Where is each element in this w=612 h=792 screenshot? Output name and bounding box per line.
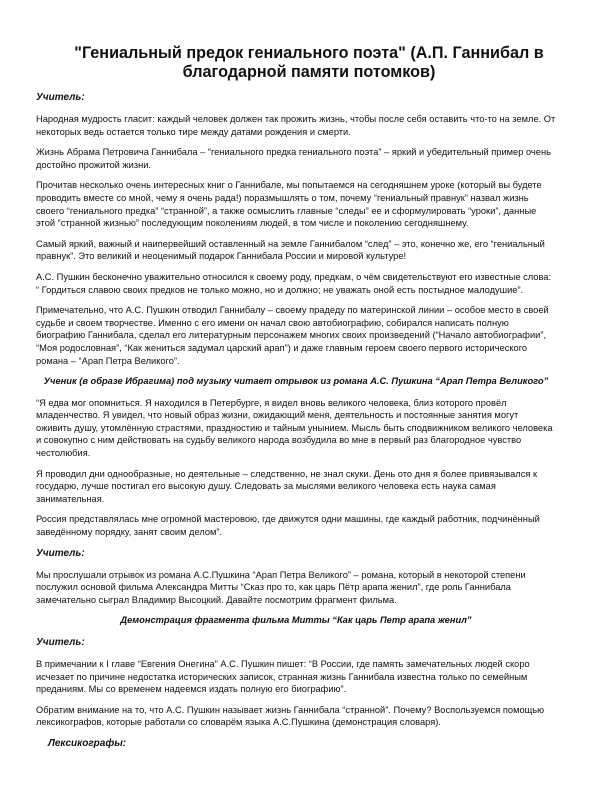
paragraph: В примечании к I главе “Евгения Онегина” А.С. Пушкин пишет: “В России, где память замечательных людей скоро исчезает по причине недостатка исторических записок, странная жизнь Ганнибала известна только по семейным преданиям. Мы со временем надеемся издать полную его биографию”.: [36, 659, 530, 695]
paragraph: Мы прослушали отрывок из романа А.С.Пушкина “Арап Петра Великого” – романа, который в некоторой степени послужил основой фильма Александра Митты “Сказ про то, как царь Пётр арапа женил”, где роль Ганнибала замечательно сыграл Владимир Высоцкий. Давайте посмотрим фрагмент фильма.: [36, 569, 526, 605]
quote-paragraph: Россия представлялась мне огромной мастеровою, где движутся одни машины, где каждый работник, подчинённый заведённому порядку, занят своим делом”.: [36, 514, 540, 538]
paragraph: Самый яркий, важный и наипервейший оставленный на земле Ганнибалом “след” – это, конечно же, его “гениальный правнук”. Это великий и неоценимый подарок Ганнибала России и мировой культуре!: [36, 238, 545, 262]
speaker-label: Учитель:: [36, 637, 85, 648]
speaker-label: Лексикографы:: [48, 737, 127, 749]
paragraph: Жизнь Абрама Петровича Ганнибала – “гениального предка гениального поэта” – яркий и убедительный пример очень достойно прожитой жизни.: [36, 147, 551, 170]
quote-paragraph: Я проводил дни однообразные, но деятельные – следственно, не знал скуки. День ото дня я более привязывался к государю, лучше постигал его высокую душу. Следовать за мыслями великого человека есть наука самая занимательная.: [36, 468, 538, 504]
quote-paragraph: “Я едва мог опомниться. Я находился в Петербурге, я видел вновь великого человека, близ которого провёл младенчество. Я увидел, что новый образ жизни, ожидающий меня, деятельность и постоянные занятия могут оживить душу, утомлённую страстями, праздностию и тайным унынием. Мысль быть сподвижником великого человека и совокупно с ним действовать на судьбу великого народа возбудила во мне в первый раз благородное чувство честолюбия.: [36, 397, 553, 459]
speaker-label: Учитель:: [36, 92, 85, 103]
page-title: "Гениальный предок гениального поэта" (А.П. Ганнибал в благодарной памяти потомков): [74, 44, 544, 81]
paragraph: Народная мудрость гласит: каждый человек должен так прожить жизнь, чтобы после себя оставить что-то на земле. От некоторых ведь остается только тире между датами рождения и смерти.: [36, 114, 556, 137]
stage-direction: Ученик (в образе Ибрагима) под музыку читает отрывок из романа А.С. Пушкина “Арап Петра Великого”: [43, 376, 549, 387]
paragraph: А.С. Пушкин бесконечно уважительно относился к своему роду, предкам, о чём свидетельствуют его известные слова: “ Гордиться славою своих предков не только можно, но и должно; не уважать оной есть постыдное малодушие”.: [36, 271, 552, 295]
paragraph: Примечательно, что А.С. Пушкин отводил Ганнибалу – своему прадеду по материнской линии – особое место в своей судьбе и своем творчестве. Именно с его имени он начал свою автобиографию, собирался написать полную биографию Ганнибала, сделал его литературным персонажем многих своих произведений (“Начало автобиографии”, “Моя родословная”, “Как жениться задумал царский арап”) и даже главным героем своего первого исторического романа – “Арап Петра Великого”.: [36, 305, 549, 366]
stage-direction: Демонстрация фрагмента фильма Митты “Как царь Петр арапа женил”: [120, 615, 472, 626]
speaker-label: Учитель:: [36, 547, 85, 559]
paragraph: Прочитав несколько очень интересных книг о Ганнибале, мы попытаемся на сегодняшнем уроке (который вы будете проводить вместе со мной, чему я очень рада!) поразмышлять о том, почему “гениальный правнук” назвал жизнь своего “гениального предка” “странной”, а также осмыслить главные “следы” ее и сформулировать “уроки”, данные этой “странной жизнью” последующим поколениям людей, в том числе и поколению сегодняшнему.: [36, 180, 542, 229]
paragraph: Обратим внимание на то, что А.С. Пушкин называет жизнь Ганнибала “странной”. Почему? Воспользуемся помощью лексикографов, которые работали со словарём языка А.С.Пушкина (демонстрация словаря).: [36, 704, 545, 728]
